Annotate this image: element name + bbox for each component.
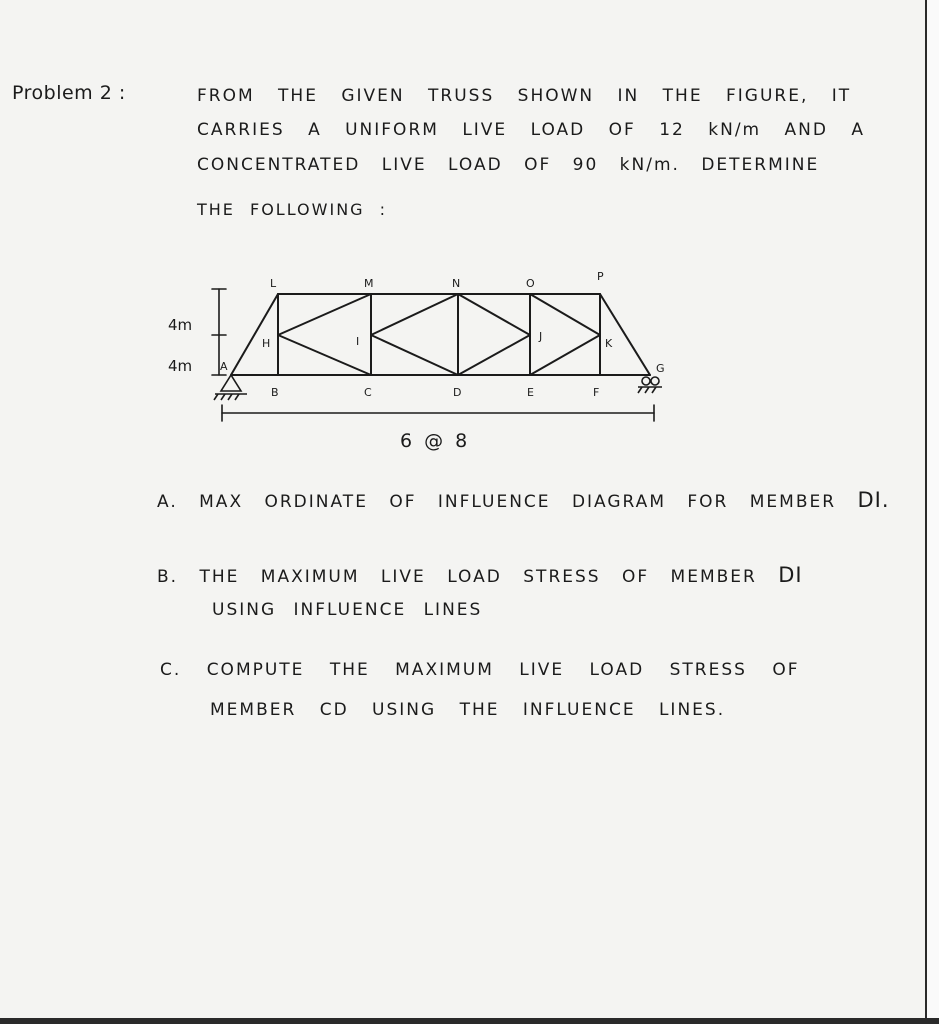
node-label-o: O (526, 277, 535, 290)
problem-label: Problem 2 : (12, 82, 126, 104)
node-label-g: G (656, 362, 665, 375)
question-a (157, 488, 890, 512)
node-label-l: L (270, 277, 277, 290)
roller-support-g (638, 377, 662, 393)
member-d-i (371, 335, 458, 375)
member-o-k (530, 294, 600, 335)
node-label-h: H (262, 337, 271, 350)
question-c-line-2: MEMBER CD USING THE INFLUENCE LINES. (210, 700, 726, 720)
node-label-i: I (356, 335, 360, 348)
node-label-n: N (452, 277, 461, 290)
dim-label-upper: 4m (168, 316, 193, 334)
pin-support-a (214, 375, 247, 400)
question-c (160, 660, 799, 680)
question-b-letter: B. (157, 567, 179, 587)
span-label: 6 @ 8 (400, 430, 471, 452)
node-label-p: P (597, 270, 604, 283)
member-h-m (278, 294, 371, 335)
node-label-j: J (539, 330, 543, 343)
node-label-k: K (605, 337, 613, 350)
question-c-line-1: COMPUTE THE MAXIMUM LIVE LOAD STRESS OF (206, 660, 800, 680)
node-label-c: C (364, 386, 372, 399)
dim-label-lower: 4m (168, 357, 193, 375)
node-label-f: F (593, 386, 600, 399)
question-b-text: THE MAXIMUM LIVE LOAD STRESS OF MEMBER (199, 567, 757, 587)
node-label-d: D (453, 386, 462, 399)
member-d-j (458, 335, 530, 375)
member-i-n (371, 294, 458, 335)
node-label-a: A (220, 360, 228, 373)
problem-line-2: CARRIES A UNIFORM LIVE LOAD OF 12 kN/m AND A (197, 120, 865, 140)
question-c-letter: C. (160, 660, 182, 680)
member-a-l (231, 294, 278, 375)
question-b-line-2: USING INFLUENCE LINES (212, 600, 483, 620)
problem-line-3: CONCENTRATED LIVE LOAD OF 90 kN/m. DETERMINE (197, 155, 820, 175)
node-label-m: M (364, 277, 374, 290)
node-label-b: B (271, 386, 279, 399)
node-label-e: E (527, 386, 534, 399)
problem-line-4: THE FOLLOWING : (197, 200, 388, 219)
question-a-member: DI. (857, 488, 890, 512)
member-n-j (458, 294, 530, 335)
question-b (157, 563, 803, 587)
question-b-member: DI (778, 563, 803, 587)
question-a-text: MAX ORDINATE OF INFLUENCE DIAGRAM FOR MEMBER (199, 492, 837, 512)
member-p-g (600, 294, 650, 375)
question-a-letter: A. (157, 492, 178, 512)
problem-line-1: FROM THE GIVEN TRUSS SHOWN IN THE FIGURE, IT (197, 86, 852, 106)
